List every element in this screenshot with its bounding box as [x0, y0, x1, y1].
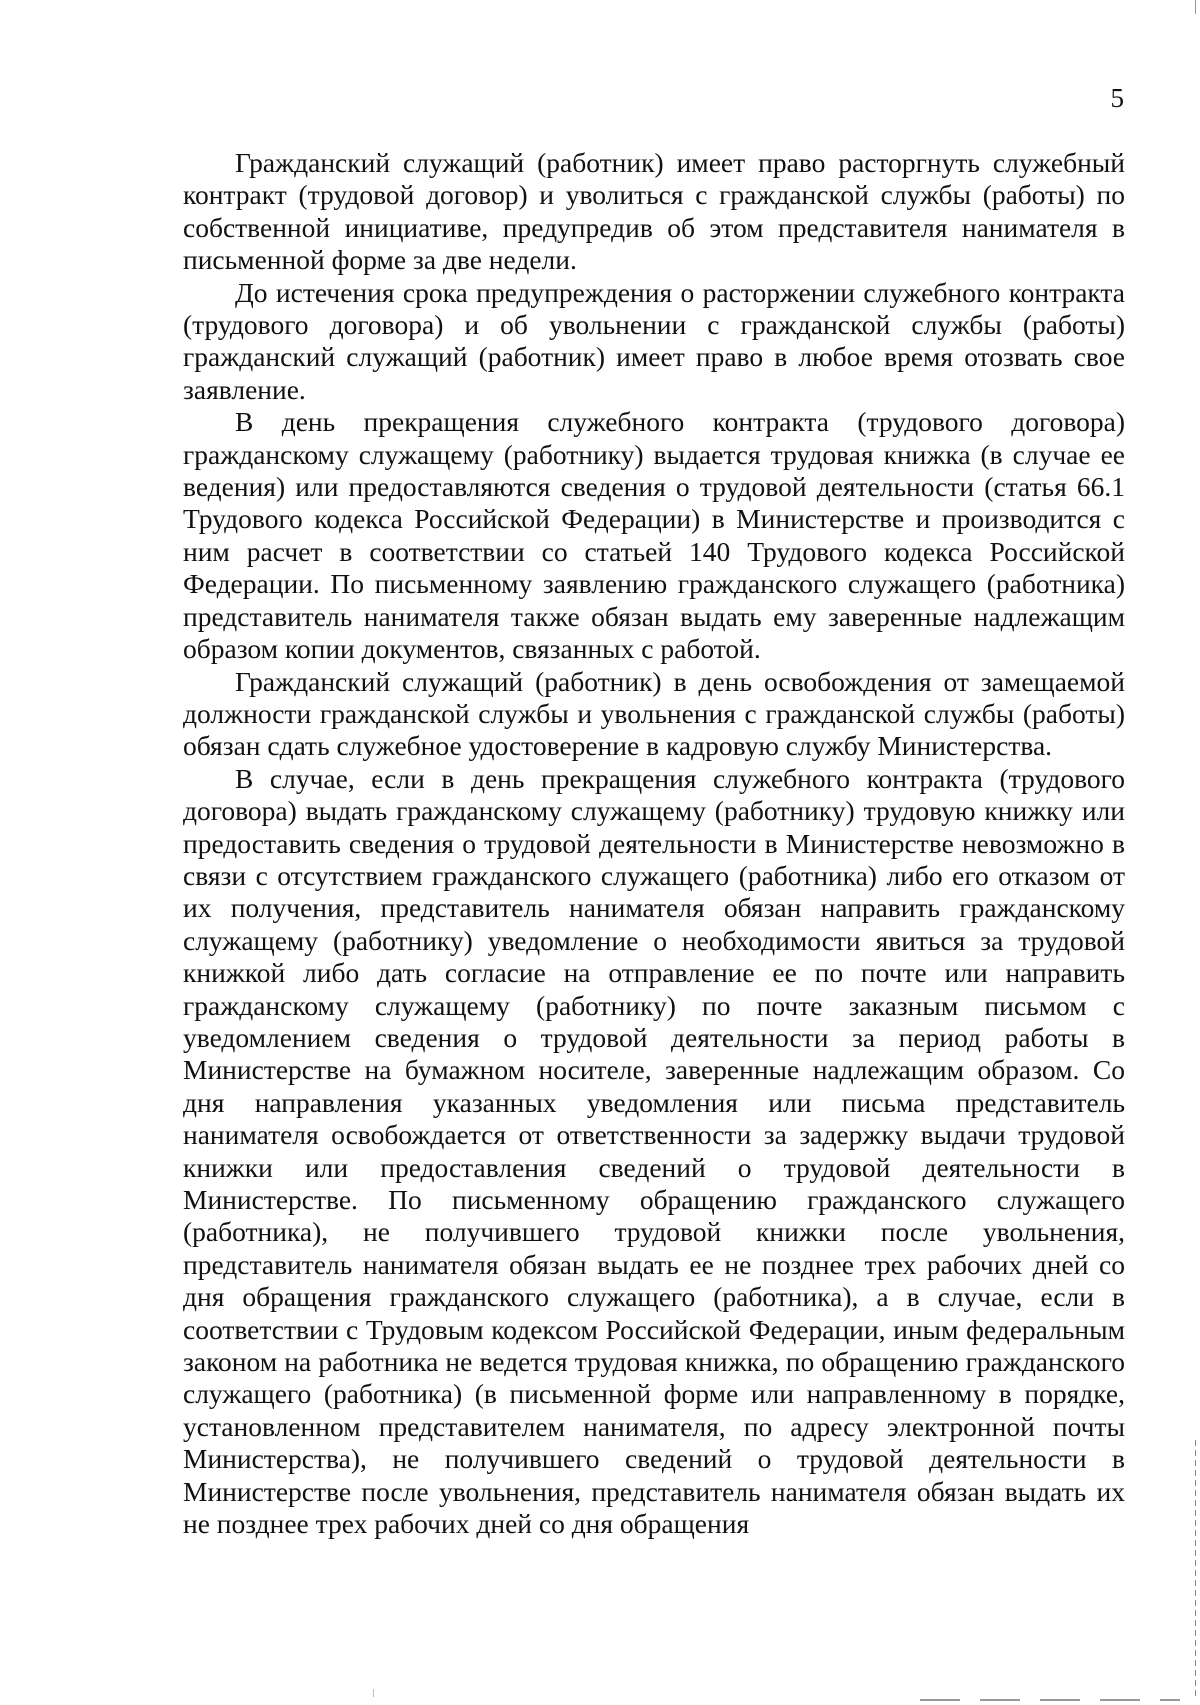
paragraph-resignation-right: Гражданский служащий (работник) имеет право расторгнуть служебный контракт (трудовой договор) и уволиться с гражданской службы (работы) по собственной инициативе, предупредив об этом представителя нанимателя в письменной форме за две недели.: [183, 147, 1125, 276]
scan-bottom-mark: [373, 1689, 374, 1697]
paragraph-workbook-notice: В случае, если в день прекращения служебного контракта (трудового договора) выдать гражданскому служащему (работнику) трудовую книжку или предоставить сведения о трудовой деятельности в Министерстве невозможно в связи с отсутствием гражданского служащего (работника) либо его отказом от их получения, представитель нанимателя обязан направить гражданскому служащему (работнику) уведомление о необходимости явиться за трудовой книжкой либо дать согласие на отправление ее по почте или направить гражданскому служащему (работнику) по почте заказным письмом с уведомлением сведения о трудовой деятельности за период работы в Министерстве на бумажном носителе, заверенные надлежащим образом. Со дня направления указанных уведомления или письма представитель нанимателя освобождается от ответственности за задержку выдачи трудовой книжки или предоставления сведений о трудовой деятельности в Министерстве. По письменному обращению гражданского служащего (работника), не получившего трудовой книжки после увольнения, представитель нанимателя обязан выдать ее не позднее трех рабочих дней со дня обращения гражданского служащего (работника), а в случае, если в соответствии с Трудовым кодексом Российской Федерации, иным федеральным законом на работника не ведется трудовая книжка, по обращению гражданского служащего (работника) (в письменной форме или направленному в порядке, установленном представителем нанимателя, по адресу электронной почты Министерства), не получившего сведений о трудовой деятельности в Министерстве после увольнения, представитель нанимателя обязан выдать их не позднее трех рабочих дней со дня обращения: [183, 762, 1125, 1540]
scan-bottom-dashes: [920, 1699, 1180, 1701]
scan-edge-mark: [1195, 0, 1196, 14]
paragraph-termination-day: В день прекращения служебного контракта (трудового договора) гражданскому служащему (работнику) выдается трудовая книжка (в случае ее ведения) или предоставляются сведения о трудовой деятельности (статья 66.1 Трудового кодекса Российской Федерации) в Министерстве и производится с ним расчет в соответствии со статьей 140 Трудового кодекса Российской Федерации. По письменному заявлению гражданского служащего (работника) представитель нанимателя также обязан выдать ему заверенные надлежащим образом копии документов, связанных с работой.: [183, 406, 1125, 665]
document-body: [183, 147, 1125, 1540]
scan-edge-line: [1195, 1440, 1196, 1700]
paragraph-return-certificate: Гражданский служащий (работник) в день освобождения от замещаемой должности гражданской службы и увольнения с гражданской службы (работы) обязан сдать служебное удостоверение в кадровую службу Министерства.: [183, 665, 1125, 762]
paragraph-withdraw-application: До истечения срока предупреждения о расторжении служебного контракта (трудового договора) и об увольнении с гражданской службы (работы) гражданский служащий (работник) имеет право в любое время отозвать свое заявление.: [183, 276, 1125, 405]
page-number: 5: [1110, 83, 1124, 113]
